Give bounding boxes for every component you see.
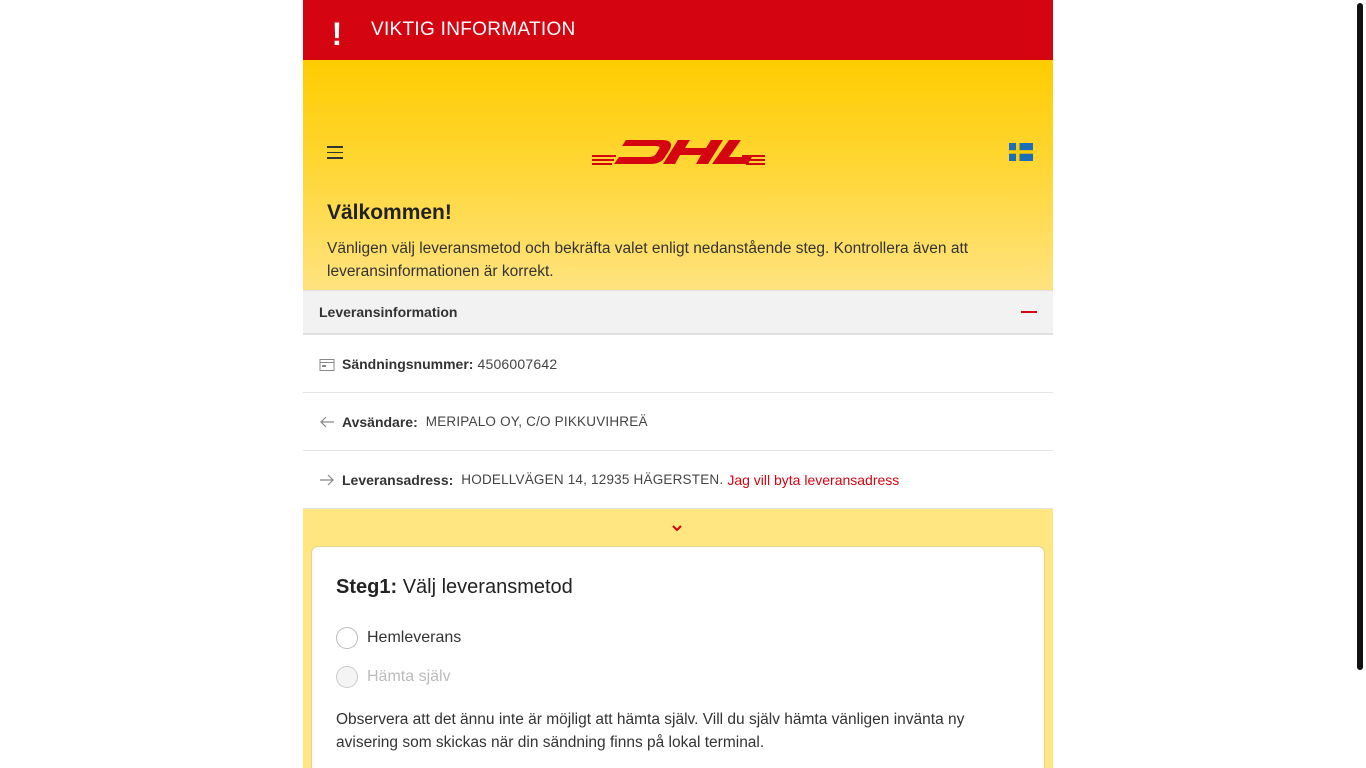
- change-address-link[interactable]: Jag vill byta leveransadress: [727, 471, 900, 488]
- step1-title: [336, 576, 573, 599]
- arrow-left-icon: [319, 415, 335, 429]
- welcome-hero: [303, 60, 1053, 290]
- delivery-address-row: [303, 451, 1053, 509]
- page-container: [303, 0, 1053, 768]
- collapse-icon[interactable]: [1021, 311, 1037, 313]
- step1-label: Steg1:: [336, 576, 398, 598]
- delivery-address-value: HODELLVÄGEN 14, 12935 HÄGERSTEN.: [461, 472, 724, 487]
- steps-section: [303, 509, 1053, 768]
- sender-label: Avsändare:: [342, 413, 418, 430]
- delivery-info-title: Leveransinformation: [319, 304, 458, 320]
- sender-row: [303, 393, 1053, 451]
- chevron-down-icon[interactable]: [670, 523, 684, 533]
- home-delivery-radio[interactable]: [336, 627, 358, 649]
- arrow-right-icon: [319, 473, 335, 487]
- delivery-info-accordion-header[interactable]: [303, 290, 1053, 335]
- important-info-text: VIKTIG INFORMATION: [371, 19, 576, 40]
- package-icon: [319, 357, 335, 371]
- option-pickup: [336, 666, 451, 688]
- sender-value: MERIPALO OY, C/O PIKKUVIHREÄ: [425, 414, 648, 429]
- option-home-delivery[interactable]: [336, 627, 461, 649]
- shipment-number-value: 4506007642: [477, 355, 558, 372]
- dhl-logo: [592, 139, 765, 165]
- pickup-radio: [336, 666, 358, 688]
- page-scrollbar[interactable]: [1357, 3, 1363, 670]
- swedish-flag-icon[interactable]: [1009, 143, 1033, 161]
- shipment-number-row: [303, 335, 1053, 393]
- delivery-address-label: Leveransadress:: [342, 471, 454, 488]
- pickup-label: Hämta själv: [367, 668, 451, 685]
- shipment-number-label: Sändningsnummer:: [342, 355, 474, 372]
- pickup-note: Observera att det ännu inte är möjligt att hämta själv. Vill du själv hämta vänligen invänta ny avisering som skickas när din sändning finns på lokal terminal.: [336, 711, 965, 751]
- step1-card: [311, 546, 1045, 768]
- step1-title-text: Välj leveransmetod: [402, 576, 573, 598]
- exclamation-icon: !: [331, 16, 343, 52]
- hamburger-menu-icon[interactable]: [327, 146, 343, 160]
- home-delivery-label: Hemleverans: [367, 629, 462, 646]
- important-info-bar[interactable]: [303, 0, 1053, 60]
- welcome-title: Välkommen!: [327, 201, 452, 224]
- welcome-text: Vänligen välj leveransmetod och bekräfta valet enligt nedanstående steg. Kontrollera även att leveransinformationen är korrekt.: [327, 240, 969, 280]
